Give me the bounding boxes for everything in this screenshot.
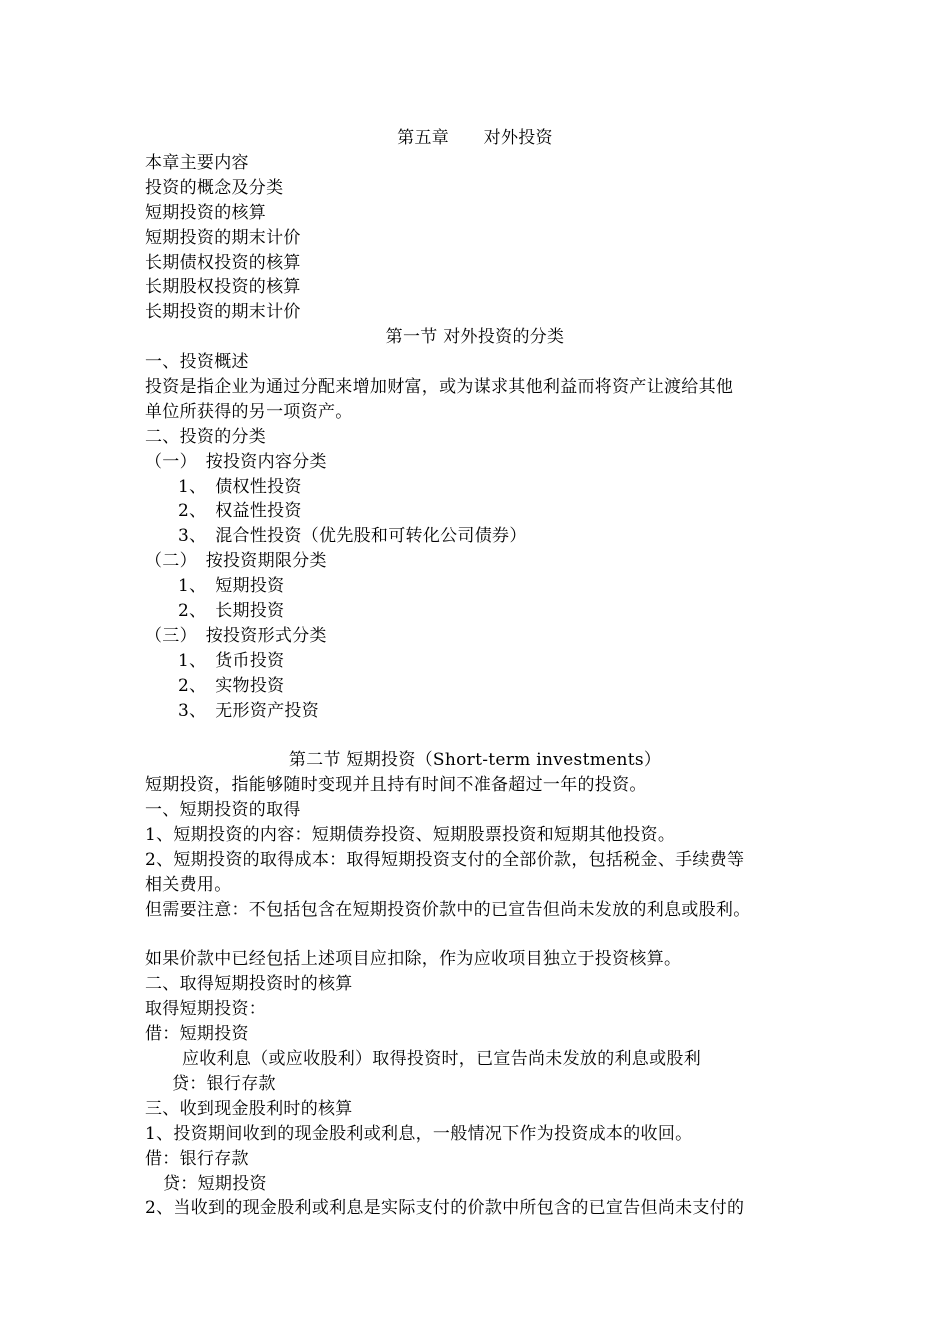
- group-item: 1、 货币投资: [178, 651, 285, 671]
- group-label: （三） 按投资形式分类: [145, 626, 327, 646]
- note-text: 但需要注意：不包括包含在短期投资价款中的已宣告但尚未发放的利息或股利。: [145, 900, 751, 920]
- overview-heading: 一、投资概述: [145, 352, 249, 372]
- section2-title: 第二节 短期投资（Short-term investments）: [288, 750, 662, 770]
- group-item: 1、 短期投资: [178, 576, 285, 596]
- journal-credit: 贷：短期投资: [163, 1174, 267, 1194]
- outline-item: 长期投资的期末计价: [145, 302, 301, 322]
- dividend-text: 2、当收到的现金股利或利息是实际支付的价款中所包含的已宣告但尚未支付的: [145, 1198, 745, 1218]
- chapter-title: 第五章 对外投资: [397, 128, 553, 148]
- group-item: 3、 混合性投资（优先股和可转化公司债券）: [178, 526, 527, 546]
- classification-heading: 二、投资的分类: [145, 427, 267, 447]
- journal-debit: 应收利息（或应收股利）取得投资时，已宣告尚未发放的利息或股利: [182, 1049, 701, 1069]
- outline-item: 长期债权投资的核算: [145, 253, 301, 273]
- acquire-label: 取得短期投资：: [145, 999, 267, 1019]
- definition-text: 短期投资，指能够随时变现并且持有时间不准备超过一年的投资。: [145, 775, 647, 795]
- acquisition-heading: 一、短期投资的取得: [145, 800, 301, 820]
- cost-text: 相关费用。: [145, 875, 232, 895]
- cost-text: 2、短期投资的取得成本：取得短期投资支付的全部价款，包括税金、手续费等: [145, 850, 745, 870]
- outline-item: 短期投资的核算: [145, 203, 267, 223]
- content-text: 1、短期投资的内容：短期债券投资、短期股票投资和短期其他投资。: [145, 825, 676, 845]
- overview-text: 投资是指企业为通过分配来增加财富，或为谋求其他利益而将资产让渡给其他: [145, 377, 734, 397]
- section1-title: 第一节 对外投资的分类: [385, 327, 565, 347]
- outline-item: 投资的概念及分类: [145, 178, 284, 198]
- group-label: （二） 按投资期限分类: [145, 551, 327, 571]
- group-item: 2、 实物投资: [178, 676, 285, 696]
- outline-heading: 本章主要内容: [145, 153, 249, 173]
- group-item: 3、 无形资产投资: [178, 701, 320, 721]
- group-item: 2、 权益性投资: [178, 501, 302, 521]
- group-item: 2、 长期投资: [178, 601, 285, 621]
- overview-text: 单位所获得的另一项资产。: [145, 402, 353, 422]
- dividend-heading: 三、收到现金股利时的核算: [145, 1099, 353, 1119]
- outline-item: 长期股权投资的核算: [145, 277, 301, 297]
- deduct-text: 如果价款中已经包括上述项目应扣除，作为应收项目独立于投资核算。: [145, 949, 682, 969]
- journal-credit: 贷：银行存款: [172, 1074, 276, 1094]
- outline-item: 短期投资的期末计价: [145, 228, 301, 248]
- journal-debit: 借：银行存款: [145, 1149, 249, 1169]
- dividend-text: 1、投资期间收到的现金股利或利息，一般情况下作为投资成本的收回。: [145, 1124, 693, 1144]
- accounting-heading: 二、取得短期投资时的核算: [145, 974, 353, 994]
- journal-debit: 借：短期投资: [145, 1024, 249, 1044]
- group-item: 1、 债权性投资: [178, 477, 302, 497]
- group-label: （一） 按投资内容分类: [145, 452, 327, 472]
